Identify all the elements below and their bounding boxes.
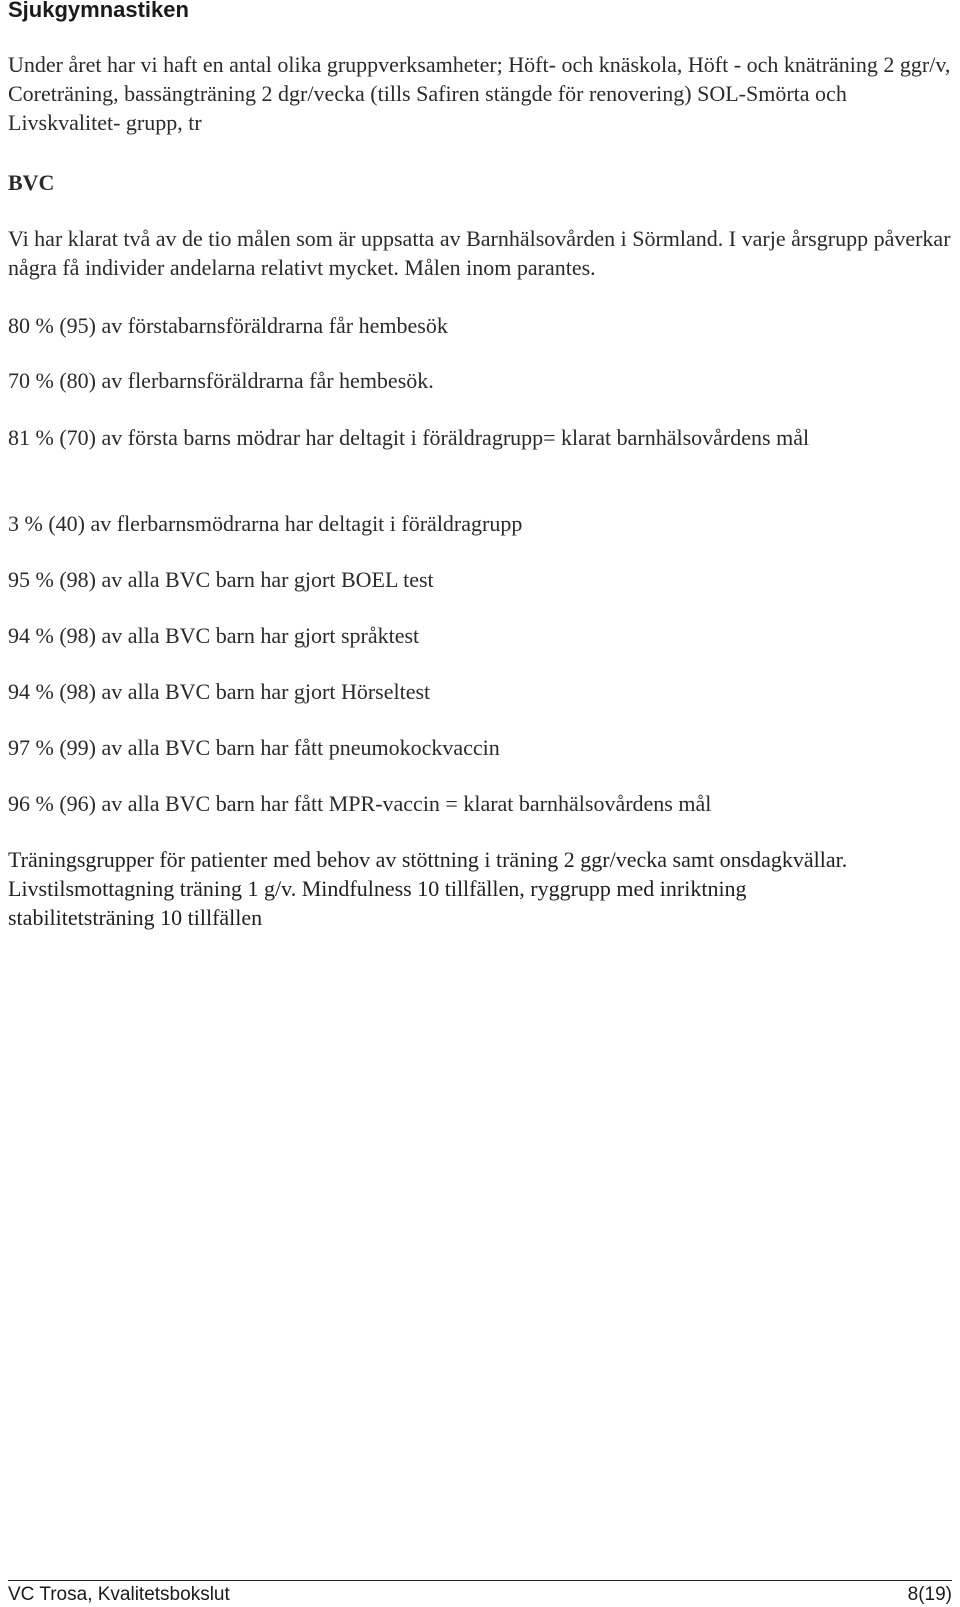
sjukgymnastiken-paragraph: Under året har vi haft en antal olika gruppverksamheter; Höft- och knäskola, Höft - och knäträning 2 ggr/v, Coreträning, bassängträning 2 dgr/vecka (tills Safiren stängde för renovering) SOL-Smörta och Livskvalitet- grupp, tr: [8, 52, 951, 135]
bvc-intro-paragraph: Vi har klarat två av de tio målen som är uppsatta av Barnhälsovården i Sörmland. I varje årsgrupp påverkar några få individer andelarna relativt mycket. Målen inom parantes.: [8, 226, 951, 280]
bvc-goal-item: 70 % (80) av flerbarnsföräldrarna får hembesök.: [8, 368, 434, 393]
section-heading-sjukgymnastiken: Sjukgymnastiken: [8, 0, 189, 22]
section-heading-bvc: BVC: [8, 170, 55, 195]
footer-divider: [8, 1580, 952, 1581]
bvc-goal-item: 80 % (95) av förstabarnsföräldrarna får hembesök: [8, 313, 448, 338]
footer-page-number: 8(19): [907, 1584, 952, 1605]
bvc-goal-item: 94 % (98) av alla BVC barn har gjort språktest: [8, 623, 420, 648]
bvc-goal-item: 94 % (98) av alla BVC barn har gjort Hörseltest: [8, 679, 431, 704]
bvc-goal-item: 81 % (70) av första barns mödrar har deltagit i föräldragrupp= klarat barnhälsovårdens mål: [8, 425, 810, 450]
bvc-goal-item: 96 % (96) av alla BVC barn har fått MPR-vaccin = klarat barnhälsovårdens mål: [8, 791, 712, 816]
bvc-goal-item: 97 % (99) av alla BVC barn har fått pneumokockvaccin: [8, 735, 500, 760]
footer-document-title: VC Trosa, Kvalitetsbokslut: [8, 1584, 230, 1605]
training-groups-paragraph: Träningsgrupper för patienter med behov av stöttning i träning 2 ggr/vecka samt onsdagkvällar. Livstilsmottagning träning 1 g/v. Mindfulness 10 tillfällen, ryggrupp med inriktning stabilitetsträning 10 tillfällen: [8, 847, 848, 930]
bvc-goal-item: 95 % (98) av alla BVC barn har gjort BOEL test: [8, 567, 434, 592]
bvc-goal-item: 3 % (40) av flerbarnsmödrarna har deltagit i föräldragrupp: [8, 511, 523, 536]
page-footer: [8, 1583, 952, 1607]
